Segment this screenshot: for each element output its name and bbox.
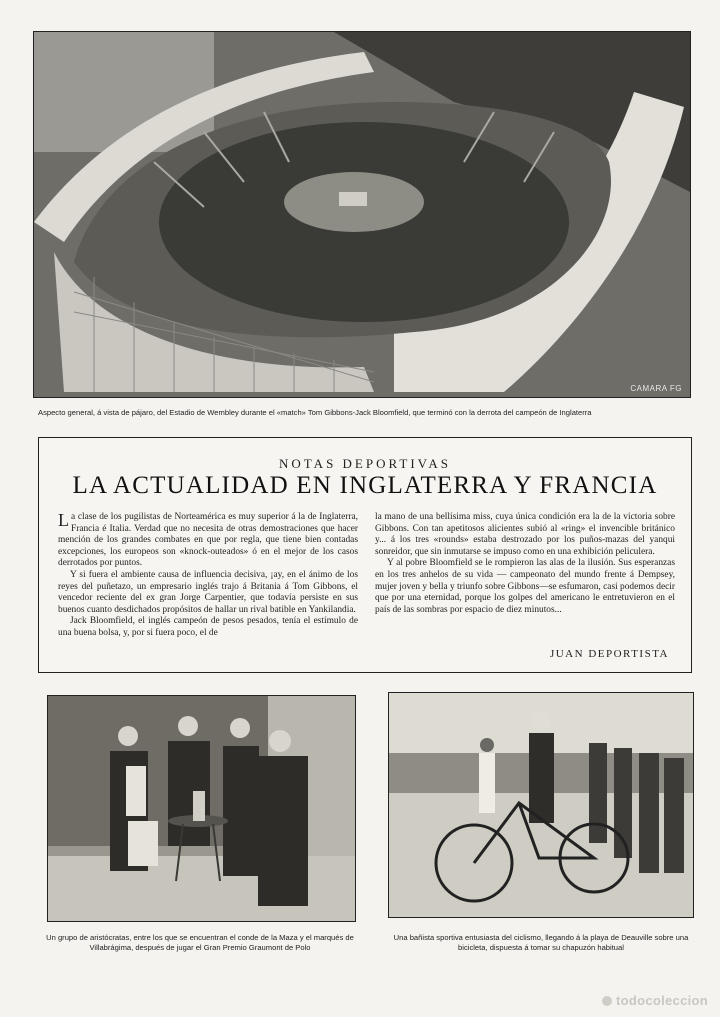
aristocrats-photo-image bbox=[48, 696, 355, 921]
aristocrats-group-photo bbox=[47, 695, 356, 922]
watermark-logo-icon bbox=[602, 996, 612, 1006]
paragraph: Y si fuera el ambiente causa de influencia decisiva, ¡ay, en el ánimo de los reyes del puñetazo, un empresario inglés trajo á Britania á Tom Gibbons, el vencedor reciente del ex gran Jorge Carpentier, que todavía persiste en sus buenos cuanto desdichados propósitos de hallar un rival batible en Yankilandia. bbox=[58, 569, 358, 615]
photo-credit: CAMARA FG bbox=[630, 384, 682, 393]
article-column-left bbox=[58, 512, 358, 640]
wembley-stadium-photo bbox=[33, 31, 691, 398]
article-column-right bbox=[375, 512, 675, 616]
stadium-photo-image bbox=[34, 32, 690, 397]
paragraph: La clase de los pugilistas de Norteamérica es muy superior á la de Inglaterra, Francia é Italia. Verdad que no necesita de otras demostraciones que hacer mención de los grandes combates en que por regla, que tiene bien contadas excepciones, los europeos son «knock-outeados» ó en el mejor de los casos derrotados por puntos. bbox=[58, 510, 358, 569]
stadium-photo-caption: Aspecto general, á vista de pájaro, del Estadio de Wembley durante el «match» Tom Gibbons-Jack Bloomfield, que terminó con la derrota del campeón de Inglaterra bbox=[38, 408, 592, 417]
watermark-text: todocoleccion bbox=[615, 993, 708, 1008]
article-headline: LA ACTUALIDAD EN INGLATERRA Y FRANCIA bbox=[72, 472, 658, 499]
paragraph: la mano de una bellísima miss, cuya única condición era la de la victoria sobre Gibbons. Con tan apetitosos alicientes subió al «ring» el invencible británico y... á los tres «rounds» estaba destrozado por los puños-mazas del yanqui sonreidor, que sin inmutarse se impuso como en una exhibición peliculera. bbox=[375, 512, 675, 557]
author-signature: JUAN DEPORTISTA bbox=[549, 648, 669, 660]
bather-photo-image bbox=[389, 693, 693, 917]
site-watermark bbox=[602, 993, 708, 1008]
article-box bbox=[38, 437, 692, 673]
section-kicker: NOTAS DEPORTIVAS bbox=[279, 456, 451, 471]
paragraph: Y al pobre Bloomfield se le rompieron las alas de la ilusión. Sus esperanzas en los tres anhelos de su vida — campeonato del mundo frente á Dempsey, mujer joven y bella y triunfo sobre Gibbons—se esfumaron, casi podemos decir que por una eternidad, porque los golpes del americano le entretuvieron en el país de las sombras por espacio de diez minutos... bbox=[375, 558, 675, 615]
aristocrats-photo-caption: Un grupo de aristócratas, entre los que se encuentran el conde de la Maza y el marqués de Villabrágima, después de jugar el Gran Premio Graumont de Polo bbox=[46, 933, 354, 952]
bather-photo-caption: Una bañista sportiva entusiasta del ciclismo, llegando á la playa de Deauville sobre una bicicleta, dispuesta á tomar su chapuzón habitual bbox=[393, 933, 689, 952]
bather-cyclist-photo bbox=[388, 692, 694, 918]
paragraph: Jack Bloomfield, el inglés campeón de pesos pesados, tenía el estímulo de una buena bolsa, y, por si fuera poco, el de bbox=[58, 616, 358, 638]
